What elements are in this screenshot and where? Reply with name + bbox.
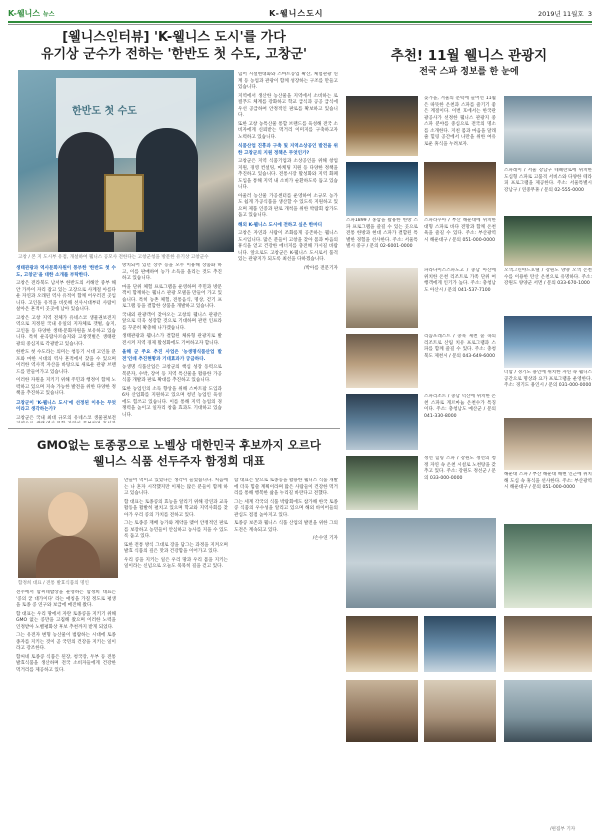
spa-item-10: 정선 힐링 스파 / 강원도 정선의 청정 자연 속 온천 시설로 노천탕을 갖추고 있다. 주소: 강원도 정선군 / 문의 033-000-0000 xyxy=(424,456,496,481)
article1-para: 고창은 고창 지역 전체가 유네스코 생물권보전지역으로 지정된 국내 유일의 지자체로 갯벌, 습지, 고인돌 등 다양한 생태·문화자원을 보유하고 있습니다. 특히 운곡람사르습지와 고창갯벌은 생태관광의 중심지로 각광받고 있습니다. xyxy=(16,315,116,347)
portrait-body xyxy=(36,536,100,578)
article3-para: 함씨네 토종콩 식품은 된장, 청국장, 두부 등 전통 발효식품을 생산하며 전국 소비자들에게 건강한 먹거리를 제공하고 있다. xyxy=(16,654,116,673)
article2-headline xyxy=(345,48,593,79)
article3-col2 xyxy=(124,478,228,830)
spa-photo-18 xyxy=(424,680,496,742)
article1-para: 지역에서 생산한 농산물을 지역에서 소비하는 로컬푸드 체계를 강화하고 학교 급식과 공공 급식에 우선 공급하여 안정적인 판로를 확보하고 있습니다. xyxy=(238,93,338,118)
article1-para: 또한 농업인의 소득 향상을 위해 스마트팜 도입과 6차 산업화를 지원하고 있으며 청년 농업인 육성에도 힘쓰고 있습니다. 이를 통해 지역 농업의 경쟁력을 높이고 일자리 창출 효과도 기대하고 있습니다. xyxy=(122,386,222,418)
spa-photo-10 xyxy=(504,418,592,470)
spa-photo-13 xyxy=(504,524,592,608)
article1-para: 농생명 식품산업은 고창군의 핵심 성장 동력으로 복분자, 수박, 장어 등 지역 특산물을 활용한 가공식품 개발과 판로 확대를 추진하고 있습니다. xyxy=(122,365,222,383)
portrait-face xyxy=(48,492,88,536)
article1-col2 xyxy=(122,263,222,423)
article2-headline-line1: 추천! 11월 웰니스 관광지 xyxy=(390,48,548,64)
article3-headline xyxy=(14,438,344,470)
article3-photo-caption: 함정희 대표 / 전통 발효식품의 명인 xyxy=(18,581,89,586)
photo-plaque xyxy=(104,174,144,232)
masthead xyxy=(8,6,592,20)
article1-q4: 식품산업 진흥과 구축 및 지역소상공인 발전을 위한 고창군의 지원 정책은 무엇인가? xyxy=(238,144,338,156)
article1-para: 넘어 시설현대화와 스마트농업 확산, 체험관광 연계 등 농업과 관광이 함께 성장하는 구조를 만들고 있습니다. xyxy=(238,72,338,90)
article3-para: 그는 유전자 변형 농산물이 범람하는 시대에 토종 종자를 지키는 것이 곧 국민의 건강을 지키는 일이라고 강조한다. xyxy=(16,633,116,651)
page-number: 3 xyxy=(587,9,592,18)
article3-col1 xyxy=(16,590,116,830)
article1-para: 방치되어 있던 상추 등을 모두 이용해 상품화 하고, 이를 판매하여 농가 소득을 올리는 것도 추진하고 있습니다. xyxy=(122,263,222,281)
spa-photo-3 xyxy=(346,162,418,216)
article1-photo xyxy=(18,70,234,252)
spa-photo-7 xyxy=(504,316,592,368)
article1-photo-caption: 고창 / 본 지 도시부 유점, 개설하여 웰니스 공모사 전한다는 고창군청을 방문한 유기상 고창군수 xyxy=(18,255,209,260)
spa-photo-8 xyxy=(346,334,418,388)
article3-para: 만들어 먹이고 있었다는 생각이 들었습니다. 처음에는 나 혼자 시작했지만 이제는 많은 분들이 함께 하고 있습니다. xyxy=(124,478,228,496)
article1-q5: 해외 K-웰니스 도시에 전하고 싶은 한마디 xyxy=(238,222,323,228)
spa-photo-16 xyxy=(504,616,592,672)
spa-photo-6 xyxy=(346,268,418,328)
issue-info xyxy=(538,9,592,18)
article3-col3 xyxy=(234,478,338,830)
article2-intro: 늦가을, 겨울의 문턱에 들어선 11월은 따뜻한 온천과 스파를 즐기기 좋은 계절이다. 이번 호에서는 한국관광공사가 선정한 웰니스 관광지 중 스파 분야를 중심으로 전국의 명소를 소개한다. 지친 몸과 마음을 달래줄 힐링 공간에서 나만을 위한 여유로운 휴식을 누려보자. xyxy=(424,96,496,147)
article1-para: 마을 단위 체험 프로그램을 운영하며 주민과 방문객이 함께하는 웰니스 관광 모델을 만들어 가고 있습니다. 특히 농촌 체험, 전통음식, 명상, 걷기 프로그램 등을 결합한 상품을 개발하고 있습니다. xyxy=(122,284,222,309)
article1-para: 고창은 자연과 사람이 조화롭게 공존하는 웰니스 도시입니다. 많은 분들이 고창을 찾아 몸과 마음의 휴식을 얻고 건강한 에너지를 충전해 가시길 바랍니다. 앞으로도 고창군은 K-웰니스 도시로서 품격 있는 관광지가 되도록 최선을 다하겠습니다. xyxy=(238,231,338,262)
photo-board-text: 한반도 첫 수도 xyxy=(72,106,137,117)
brand-tag: 뉴스 xyxy=(43,10,55,18)
article1-byline: /박아름 전문기자 xyxy=(303,265,338,271)
article1-para: 아울러 농산물 가공센터를 운영하여 소규모 농가도 쉽게 가공식품을 생산할 수 있도록 지원하고 있으며 제품 인증과 판로 개척을 위한 박람회 참가도 돕고 있습니다. xyxy=(238,193,338,218)
spa-item-3: 스파라쿠아 / 부산 해운대에 위치한 대형 스파로 바다 전망과 함께 온천욕을 즐길 수 있다. 주소: 부산광역시 해운대구 / 문의 051-000-0000 xyxy=(424,218,496,243)
article3-para: 전주에서 함씨네밥상을 운영하는 함정희 대표는 '콩의 굳 대가이다' 라는 애칭을 가질 정도로 평생을 토종 콩 연구와 보급에 매진해 왔다. xyxy=(16,590,116,608)
article3-byline: /손수연 기자 xyxy=(312,536,338,541)
spa-item-4: 오색그린야드호텔 / 강원도 양양 오색 온천수를 이용한 탄산 온천으로 유명하다. 주소: 강원도 양양군 서면 / 문의 033-670-1000 xyxy=(504,268,592,286)
article1-q1: 생태관광과 역사문화자원이 풍부한 '한반도 첫 수도, 고창군'을 대한 소개를 부탁한다. xyxy=(16,266,116,278)
spa-photo-19 xyxy=(504,680,592,742)
spa-photo-9 xyxy=(346,394,418,450)
article1-col3 xyxy=(238,72,338,424)
article1-para: 이러한 자원을 지키기 위해 주민과 행정이 함께 노력하고 있으며 지속 가능한 발전을 위한 다양한 정책을 추진하고 있습니다. xyxy=(16,378,116,396)
section-name: K-웰니스도시 xyxy=(269,8,324,18)
article3-headline-line1: GMO없는 토종콩으로 노벨상 대한민국 후보까지 오르다 xyxy=(37,438,321,452)
article3-headline-line2: 웰니스 식품 선두주자 함정희 대표 xyxy=(93,454,265,468)
brand xyxy=(8,8,55,19)
article3-para: 그는 세계 각국의 식품 박람회에도 참가해 한국 토종콩 식품의 우수성을 알리고 있으며 해외 바이어들의 관심도 점점 높아지고 있다. xyxy=(234,499,338,518)
spa-photo-11 xyxy=(346,456,418,510)
brand-logo: K-웰니스 xyxy=(8,8,41,18)
spa-photo-2 xyxy=(504,96,592,164)
spa-item-9: 해운대 스파 / 부산 해운대 해변 인근에 위치해 도심 속 휴식을 선사한다. 주소: 부산광역시 해운대구 / 문의 051-000-0000 xyxy=(504,472,592,490)
article3-para: 토종콩 보존과 웰니스 식품 산업의 발전을 위한 그의 도전은 계속되고 있다. xyxy=(234,521,338,533)
article3-para: 우리 콩을 지키는 일은 우리 땅과 우리 몸을 지키는 일이라는 신념으로 오늘도 묵묵히 길을 걷고 있다. xyxy=(124,557,228,569)
article1-col1 xyxy=(16,263,116,423)
article1-para: 국내외 관광객이 찾아오는 고창의 웰니스 관광은 앞으로 더욱 성장할 것으로 기대하며 관련 인프라를 꾸준히 확충해 나가겠습니다. xyxy=(122,312,222,331)
article1-headline-line2: 유기상 군수가 전하는 '한반도 첫 수도, 고창군' xyxy=(40,47,308,62)
article1-para: 생태관광과 웰니스가 결합된 체류형 관광지로 발전시켜 지역 경제 활성화에도 기여하고자 합니다. xyxy=(122,334,222,346)
article1-para: 고창은 전라북도 남서부 한반도의 서해안 중부 해안 가까이 자리 잡고 있는 고장으로 사계절 아름다운 자연과 오래된 역사 유적이 함께 어우러진 곳입니다. 고인돌 유적을 비롯해 선사시대부터 사람이 살아온 흔적이 곳곳에 남아 있습니다. xyxy=(16,281,116,312)
issue-date: 2019년 11월호 xyxy=(537,9,584,18)
spa-item-7: 리솜포레스트 / 충북 제천 숲 속의 리조트로 산림 치유 프로그램과 스파를 함께 즐길 수 있다. 주소: 충청북도 제천시 / 문의 043-649-6000 xyxy=(424,334,496,359)
spa-photo-14 xyxy=(346,616,418,672)
article1-q2: 고창군이 'K-웰니스 도시'에 선정된 이유는 무엇이라고 생각하는가? xyxy=(16,400,116,412)
article1-para: 한반도 첫 수도라는 의미는 청동기 시대 고인돌 분포와 마한 시대의 역사 흔적에서 찾을 수 있으며 이러한 역사적 자산을 바탕으로 새로운 관광 브랜드를 만들어가고 있습니다. xyxy=(16,350,116,375)
spa-photo-1 xyxy=(346,96,418,156)
photo-person-right xyxy=(136,128,198,252)
article3-para: 함 대표는 토종콩의 효능을 알리기 위해 강연과 교육 활동을 활발히 펼치고 있으며 학교와 지역사회를 찾아가 우리 콩의 가치를 전하고 있다. xyxy=(124,499,228,518)
article2-byline: /편집부 기자 xyxy=(550,827,576,832)
article1-q3: 올해 군 주요 추진 사업은 '농생명식품산업 발전'인데 추진현황과 기대효과가 궁금하다. xyxy=(122,350,222,362)
spa-photo-12 xyxy=(346,518,496,608)
article1-para: 고창군은 국내 최대 규모의 유네스코 생물권보전 xyxy=(16,415,116,421)
spa-item-6: 더함 / 경기도 용인에 위치한 자연 속 웰니스 공간으로 명상과 요가 프로그램을 운영한다. 주소: 경기도 용인시 / 문의 031-000-0000 xyxy=(504,370,592,388)
spa-item-2: 스파1899 / 홍삼을 활용한 한방 스파 프로그램을 즐길 수 있는 곳으로 전통 한방과 현대 스파가 결합된 특별한 경험을 선사한다. 주소: 서울특별시 중구 / 문의 02-6001-0000 xyxy=(346,218,418,249)
header-rule xyxy=(8,21,592,23)
article3-para: 또한 전통 방식 그대로 장을 담그는 과정을 지켜오며 발효 식품의 깊은 맛과 건강함을 이어가고 있다. xyxy=(124,542,228,554)
article1-headline xyxy=(14,30,334,64)
spa-item-5: 파라다이스스파도고 / 충남 아산에 위치한 온천 리조트로 가족 단위 여행객에게 인기가 높다. 주소: 충청남도 아산시 / 문의 041-537-7100 xyxy=(424,268,496,293)
section-separator xyxy=(8,428,340,429)
article1-para: 또한 고창 농특산물 통합 브랜드를 육성해 전국 소비자에게 신뢰받는 먹거리 이미지를 구축하고자 노력하고 있습니다. xyxy=(238,121,338,140)
article1-headline-line1: [웰니스인터뷰] 'K-웰니스 도시'를 가다 xyxy=(62,30,286,45)
article3-para: 함 대표는 우리 땅에서 자란 토종콩을 지키기 위해 GMO 없는 콩만을 고집해 왔으며 이러한 노력을 인정받아 노벨평화상 후보 추천까지 받게 되었다. xyxy=(16,611,116,630)
spa-photo-17 xyxy=(346,680,418,742)
spa-photo-5 xyxy=(504,216,592,266)
spa-photo-15 xyxy=(424,616,496,672)
spa-item-8: 스파리조트 / 충남 덕산에 위치한 온천 스파로 게르마늄 온천수가 특징이다. 주소: 충청남도 예산군 / 문의 041-330-8000 xyxy=(424,394,496,419)
article1-para: 고창군은 지역 식품기업과 소상공인을 위해 창업 지원, 경영 컨설팅, 마케팅 지원 등 다양한 정책을 추진하고 있습니다. 전통시장 활성화와 지역 화폐 도입을 통해 지역 내 소비가 순환하도록 돕고 있습니다. xyxy=(238,159,338,190)
header-rule-thin xyxy=(8,24,592,25)
article3-photo xyxy=(18,478,118,578)
article2-headline-line2: 전국 스파 정보를 한 눈에 xyxy=(419,67,519,77)
article3-para: 함 대표는 앞으로 토종콩을 활용한 웰니스 식품 개발에 더욱 힘쓸 계획이라며 많은 사람들이 건강한 먹거리를 통해 행복한 삶을 누리길 바란다고 전했다. xyxy=(234,478,338,496)
spa-item-1: 스파레이 / 서울 강남구 테헤란로에 위치한 도심형 스파로 고품격 서비스와 다양한 테라피 프로그램을 제공한다. 주소: 서울특별시 강남구 / 연중무휴 / 문의 02-555-0000 xyxy=(504,168,592,193)
spa-photo-4 xyxy=(424,162,496,216)
article3-para: 그는 토종콩 재배 농가와 계약을 맺어 안정적인 판로를 보장하고 농민들이 안심하고 농사를 지을 수 있도록 돕고 있다. xyxy=(124,521,228,539)
